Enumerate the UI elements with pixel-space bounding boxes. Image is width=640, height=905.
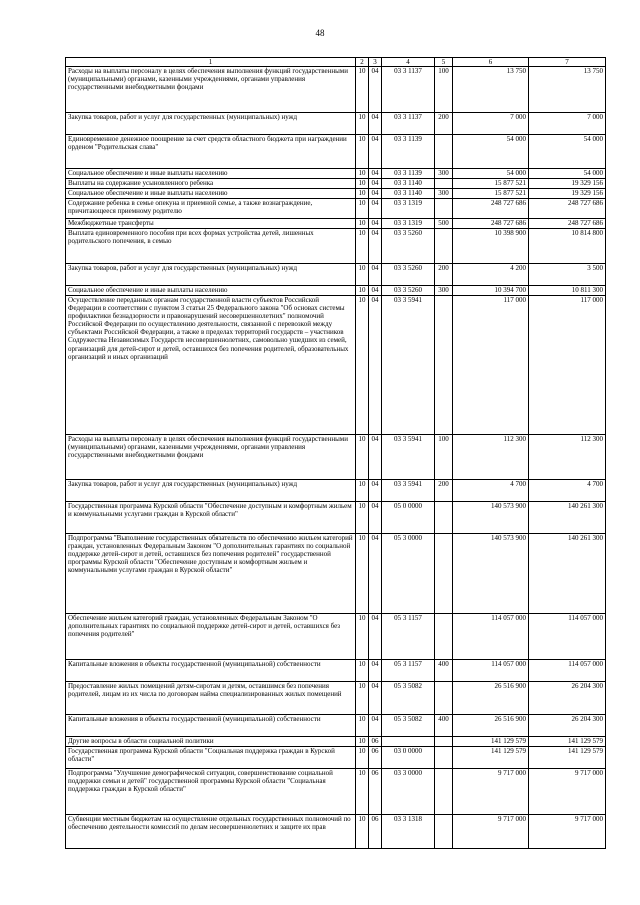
row-csr-cell: 03 3 5260 [382,229,435,264]
row-name-cell: Закупка товаров, работ и услуг для государственных (муниципальных) нужд [66,113,356,135]
row-value-2018-cell: 114 057 000 [453,614,529,660]
row-csr-cell: 05 0 0000 [382,502,435,534]
row-name-cell: Выплата единовременного пособия при всех формах устройства детей, лишенных родительского попечения, в семью [66,229,356,264]
row-pr-cell: 06 [369,815,382,849]
row-value-2018-cell: 4 700 [453,480,529,502]
row-vr-cell: 200 [435,264,453,286]
row-vr-cell [435,534,453,614]
row-rz-cell: 10 [356,815,369,849]
row-value-2019-cell: 117 000 [529,296,606,435]
row-vr-cell: 100 [435,67,453,113]
row-csr-cell: 03 3 1137 [382,67,435,113]
row-vr-cell: 400 [435,715,453,737]
row-vr-cell [435,179,453,189]
row-rz-cell: 10 [356,67,369,113]
row-rz-cell: 10 [356,502,369,534]
row-name-cell: Осуществление переданных органам государственной власти субъектов Российской Федерации в соответствии с пунктом 3 статьи 25 Федерального закона "Об основах системы профилактики безнадзорности и правонарушений несовершеннолетних" полномочий Российской Федерации по осуществлению деятельности, связанной с перевозкой между субъектами Российской Федерации, а также в пределах территорий государств – участников Содружества Независимых Государств несовершеннолетних, самовольно ушедших из семей, организаций для детей-сирот и детей, оставшихся без попечения родителей, образовательных организаций и иных организаций [66,296,356,435]
row-value-2019-cell: 10 811 300 [529,286,606,296]
row-value-2018-cell: 13 750 [453,67,529,113]
table-row [66,660,606,682]
row-vr-cell [435,769,453,815]
row-value-2019-cell: 9 717 000 [529,769,606,815]
row-value-2018-cell: 140 573 900 [453,534,529,614]
row-csr-cell: 03 3 1318 [382,815,435,849]
row-name-cell: Государственная программа Курской области "Обеспечение доступным и комфортным жильем и коммунальными услугами граждан в Курской области" [66,502,356,534]
row-csr-cell: 05 3 5082 [382,682,435,715]
row-pr-cell: 04 [369,189,382,199]
row-value-2019-cell: 10 814 800 [529,229,606,264]
row-rz-cell: 10 [356,264,369,286]
row-rz-cell: 10 [356,229,369,264]
row-rz-cell: 10 [356,534,369,614]
page-number: 48 [315,28,325,38]
table-row [66,534,606,614]
header-cell: 2 [356,58,369,67]
row-csr-cell: 03 3 5260 [382,264,435,286]
row-pr-cell: 04 [369,534,382,614]
table-row [66,480,606,502]
row-value-2019-cell: 114 057 000 [529,614,606,660]
table-row [66,135,606,169]
header-cell: 1 [66,58,356,67]
row-name-cell: Содержание ребенка в семье опекуна и приемной семье, а также вознаграждение, причитающееся приемному родителю [66,199,356,219]
row-pr-cell: 04 [369,480,382,502]
row-value-2019-cell: 248 727 686 [529,199,606,219]
row-value-2019-cell: 26 204 300 [529,682,606,715]
row-name-cell: Единовременное денежное поощрение за счет средств областного бюджета при награждении орденом "Родительская слава" [66,135,356,169]
table-row [66,769,606,815]
row-name-cell: Обеспечение жильем категорий граждан, установленных Федеральным Законом "О дополнительных гарантиях по социальной поддержке детей-сирот и детей, оставшихся без попечения родителей" [66,614,356,660]
row-value-2019-cell: 3 500 [529,264,606,286]
row-name-cell: Подпрограмма "Выполнение государственных обязательств по обеспечению жильем категорий граждан, установленных Федеральным Законом "О дополнительных гарантиях по социальной поддержке детей-сирот и детей, оставшихся без попечения родителей" государственной программы Курской области "Обеспечение доступным и комфортным жильем и коммунальными услугами граждан в Курской области" [66,534,356,614]
row-rz-cell: 10 [356,199,369,219]
row-vr-cell: 300 [435,189,453,199]
row-name-cell: Выплаты на содержание усыновленного ребенка [66,179,356,189]
table-row [66,179,606,189]
row-value-2019-cell: 140 261 300 [529,502,606,534]
row-vr-cell: 100 [435,435,453,480]
table-row [66,682,606,715]
row-vr-cell: 300 [435,286,453,296]
row-csr-cell: 03 3 5941 [382,296,435,435]
row-value-2018-cell: 140 573 900 [453,502,529,534]
row-value-2019-cell: 7 000 [529,113,606,135]
row-value-2019-cell: 19 329 156 [529,189,606,199]
row-rz-cell: 10 [356,747,369,769]
row-rz-cell: 10 [356,113,369,135]
table-row [66,113,606,135]
row-rz-cell: 10 [356,135,369,169]
row-value-2018-cell: 26 516 900 [453,682,529,715]
header-cell: 5 [435,58,453,67]
row-vr-cell [435,296,453,435]
row-name-cell: Закупка товаров, работ и услуг для государственных (муниципальных) нужд [66,264,356,286]
row-pr-cell: 04 [369,264,382,286]
row-vr-cell: 200 [435,113,453,135]
row-csr-cell: 05 3 5082 [382,715,435,737]
row-pr-cell: 04 [369,199,382,219]
header-cell: 6 [453,58,529,67]
row-value-2018-cell: 141 129 579 [453,747,529,769]
row-name-cell: Предоставление жилых помещений детям-сиротам и детям, оставшимся без попечения родителей, лицам из их числа по договорам найма специализированных жилых помещений [66,682,356,715]
row-value-2019-cell: 4 700 [529,480,606,502]
row-rz-cell: 10 [356,769,369,815]
row-pr-cell: 04 [369,660,382,682]
row-name-cell: Расходы на выплаты персоналу в целях обеспечения выполнения функций государственными (муниципальными) органами, казенными учреждениями, органами управления государственными внебюджетными фондами [66,67,356,113]
row-vr-cell [435,737,453,747]
row-name-cell: Государственная программа Курской области "Социальная поддержка граждан в Курской области" [66,747,356,769]
row-value-2019-cell: 140 261 300 [529,534,606,614]
row-csr-cell: 03 3 0000 [382,769,435,815]
row-value-2018-cell: 15 877 521 [453,179,529,189]
row-csr-cell: 03 3 5260 [382,286,435,296]
header-cell: 3 [369,58,382,67]
row-rz-cell: 10 [356,435,369,480]
table-row [66,296,606,435]
row-value-2018-cell: 117 000 [453,296,529,435]
table-row [66,286,606,296]
row-value-2018-cell: 9 717 000 [453,769,529,815]
row-rz-cell: 10 [356,614,369,660]
row-pr-cell: 06 [369,747,382,769]
row-csr-cell: 03 3 1139 [382,169,435,179]
row-value-2018-cell: 248 727 686 [453,219,529,229]
row-pr-cell: 04 [369,502,382,534]
row-rz-cell: 10 [356,296,369,435]
table-row [66,502,606,534]
row-value-2019-cell: 19 329 156 [529,179,606,189]
table-row [66,815,606,849]
row-pr-cell: 04 [369,296,382,435]
row-value-2019-cell: 248 727 686 [529,219,606,229]
row-rz-cell: 10 [356,169,369,179]
row-value-2018-cell: 9 717 000 [453,815,529,849]
row-pr-cell: 04 [369,219,382,229]
table-row [66,219,606,229]
row-vr-cell [435,815,453,849]
row-name-cell: Закупка товаров, работ и услуг для государственных (муниципальных) нужд [66,480,356,502]
row-value-2018-cell: 54 000 [453,135,529,169]
row-name-cell: Другие вопросы в области социальной политики [66,737,356,747]
table-header-row [66,58,606,67]
row-value-2019-cell: 13 750 [529,67,606,113]
row-pr-cell: 04 [369,179,382,189]
row-name-cell: Социальное обеспечение и иные выплаты населению [66,169,356,179]
row-value-2018-cell: 10 394 700 [453,286,529,296]
row-vr-cell [435,229,453,264]
row-pr-cell: 04 [369,286,382,296]
row-csr-cell: 03 3 1140 [382,189,435,199]
row-value-2018-cell: 112 300 [453,435,529,480]
row-value-2018-cell: 15 877 521 [453,189,529,199]
row-rz-cell: 10 [356,179,369,189]
table-row [66,199,606,219]
row-pr-cell: 06 [369,737,382,747]
row-value-2018-cell: 7 000 [453,113,529,135]
table-row [66,715,606,737]
header-cell: 4 [382,58,435,67]
row-vr-cell: 500 [435,219,453,229]
row-value-2019-cell: 54 000 [529,169,606,179]
row-value-2019-cell: 141 129 579 [529,737,606,747]
row-value-2018-cell: 141 129 579 [453,737,529,747]
table-row [66,169,606,179]
row-name-cell: Субвенции местным бюджетам на осуществление отдельных государственных полномочий по обеспечению деятельности комиссий по делам несовершеннолетних и защите их прав [66,815,356,849]
table-row [66,737,606,747]
row-vr-cell [435,135,453,169]
row-value-2018-cell: 248 727 686 [453,199,529,219]
row-rz-cell: 10 [356,189,369,199]
row-pr-cell: 04 [369,435,382,480]
row-name-cell: Социальное обеспечение и иные выплаты населению [66,286,356,296]
row-value-2019-cell: 141 129 579 [529,747,606,769]
table-row [66,264,606,286]
row-vr-cell [435,747,453,769]
row-csr-cell: 03 3 1139 [382,135,435,169]
table-row [66,229,606,264]
row-value-2018-cell: 10 398 900 [453,229,529,264]
row-vr-cell [435,502,453,534]
row-pr-cell: 04 [369,715,382,737]
row-rz-cell: 10 [356,737,369,747]
row-csr-cell: 03 3 5941 [382,435,435,480]
row-csr-cell: 05 3 0000 [382,534,435,614]
row-rz-cell: 10 [356,715,369,737]
row-rz-cell: 10 [356,480,369,502]
row-value-2019-cell: 114 057 000 [529,660,606,682]
row-value-2019-cell: 9 717 000 [529,815,606,849]
row-name-cell: Социальное обеспечение и иные выплаты населению [66,189,356,199]
row-name-cell: Капитальные вложения в объекты государственной (муниципальной) собственности [66,715,356,737]
row-csr-cell: 03 3 1319 [382,199,435,219]
row-value-2019-cell: 112 300 [529,435,606,480]
row-vr-cell [435,682,453,715]
row-rz-cell: 10 [356,286,369,296]
row-csr-cell: 05 3 1157 [382,614,435,660]
header-cell: 7 [529,58,606,67]
row-pr-cell: 04 [369,682,382,715]
row-rz-cell: 10 [356,219,369,229]
row-csr-cell: 03 3 1137 [382,113,435,135]
table-row [66,614,606,660]
row-vr-cell: 300 [435,169,453,179]
row-rz-cell: 10 [356,660,369,682]
row-value-2019-cell: 26 204 300 [529,715,606,737]
row-value-2018-cell: 54 000 [453,169,529,179]
row-pr-cell: 04 [369,229,382,264]
row-csr-cell: 03 3 1319 [382,219,435,229]
row-value-2019-cell: 54 000 [529,135,606,169]
table-row [66,747,606,769]
row-vr-cell [435,199,453,219]
row-pr-cell: 04 [369,135,382,169]
row-pr-cell: 04 [369,614,382,660]
row-name-cell: Подпрограмма "Улучшение демографической ситуации, совершенствование социальной поддержки семьи и детей" государственной программы Курской области "Социальная поддержка граждан в Курской области" [66,769,356,815]
row-csr-cell: 03 3 5941 [382,480,435,502]
row-pr-cell: 04 [369,113,382,135]
row-rz-cell: 10 [356,682,369,715]
row-csr-cell: 03 3 1140 [382,179,435,189]
row-csr-cell [382,737,435,747]
table-row [66,435,606,480]
row-name-cell: Расходы на выплаты персоналу в целях обеспечения выполнения функций государственными (муниципальными) органами, казенными учреждениями, органами управления государственными внебюджетными фондами [66,435,356,480]
row-vr-cell: 400 [435,660,453,682]
row-pr-cell: 06 [369,769,382,815]
row-vr-cell [435,614,453,660]
table-row [66,67,606,113]
row-value-2018-cell: 26 516 900 [453,715,529,737]
table-row [66,189,606,199]
row-csr-cell: 05 3 1157 [382,660,435,682]
row-pr-cell: 04 [369,67,382,113]
row-csr-cell: 03 0 0000 [382,747,435,769]
row-name-cell: Межбюджетные трансферты [66,219,356,229]
row-value-2018-cell: 114 057 000 [453,660,529,682]
budget-table [65,57,606,849]
row-value-2018-cell: 4 200 [453,264,529,286]
row-vr-cell: 200 [435,480,453,502]
row-name-cell: Капитальные вложения в объекты государственной (муниципальной) собственности [66,660,356,682]
row-pr-cell: 04 [369,169,382,179]
